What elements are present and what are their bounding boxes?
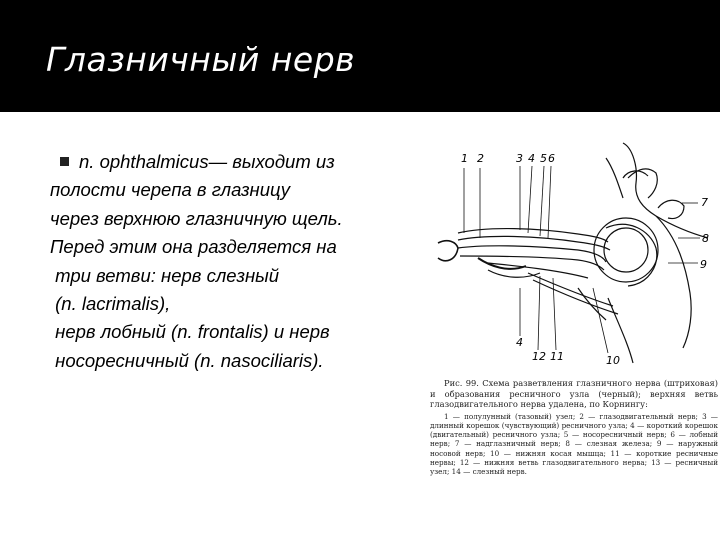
figure-label: 5 <box>540 152 547 165</box>
figure-label: 3 <box>516 152 523 165</box>
body-line-4: Перед этим она разделяется на <box>50 236 337 258</box>
caption-legend: 1 — полулунный (тазовый) узел; 2 — глазодвигательный нерв; 3 — длинный корешок (чувствующий) ресничного узла; 4 — короткий корешок (двигательный) ресничного узла; 5 — носоресничный нерв; 6 — лобный нерв; 7 — надглазничный нерв; 8 — слезная железа; 9 — наружный носовой нерв; 10 — нижняя косая мышца; 11 — короткие ресничные нервы; 12 — нижняя ветвь глазодвигательного нерва; 13 — ресничный узел; 14 — слезный нерв. <box>430 411 718 476</box>
body-line-6: (n. lacrimalis), <box>50 293 171 315</box>
bullet-square-icon <box>60 157 69 166</box>
body-line-3: через верхнюю глазничную щель. <box>50 207 343 229</box>
figure-label: 4 <box>528 152 535 165</box>
figure-label: 6 <box>548 152 555 165</box>
body-line-1 <box>50 148 440 176</box>
figure-label: 10 <box>606 354 620 367</box>
figure-label: 12 <box>532 350 546 363</box>
title-bar <box>0 0 720 112</box>
figure-label: 9 <box>700 258 707 271</box>
figure-label: 4 <box>516 336 523 349</box>
figure-caption <box>430 378 718 476</box>
figure-label: 8 <box>702 232 709 245</box>
body-line-8: носоресничный (n. nasociliaris). <box>50 349 324 371</box>
figure-label: 11 <box>550 350 564 363</box>
body-line-7: нерв лобный (n. frontalis) и нерв <box>50 321 330 343</box>
slide-title: Глазничный нерв <box>46 40 356 79</box>
orbit-nerve-illustration <box>428 138 720 378</box>
body-line-2: полости черепа в глазницу <box>50 179 291 201</box>
body-text <box>50 148 440 375</box>
figure-label: 7 <box>701 196 708 209</box>
body-line-5: три ветви: нерв слезный <box>50 264 280 286</box>
figure-label: 1 <box>461 152 468 165</box>
body-line-1-text: n. ophthalmicus— выходит из <box>79 151 335 172</box>
figure-label: 2 <box>477 152 484 165</box>
caption-heading: Рис. 99. Схема разветвления глазничного нерва (штриховая) и образования ресничного узла (черный); верхняя ветвь глазодвигательного нерва удалена, по Корнингу: <box>430 378 718 410</box>
